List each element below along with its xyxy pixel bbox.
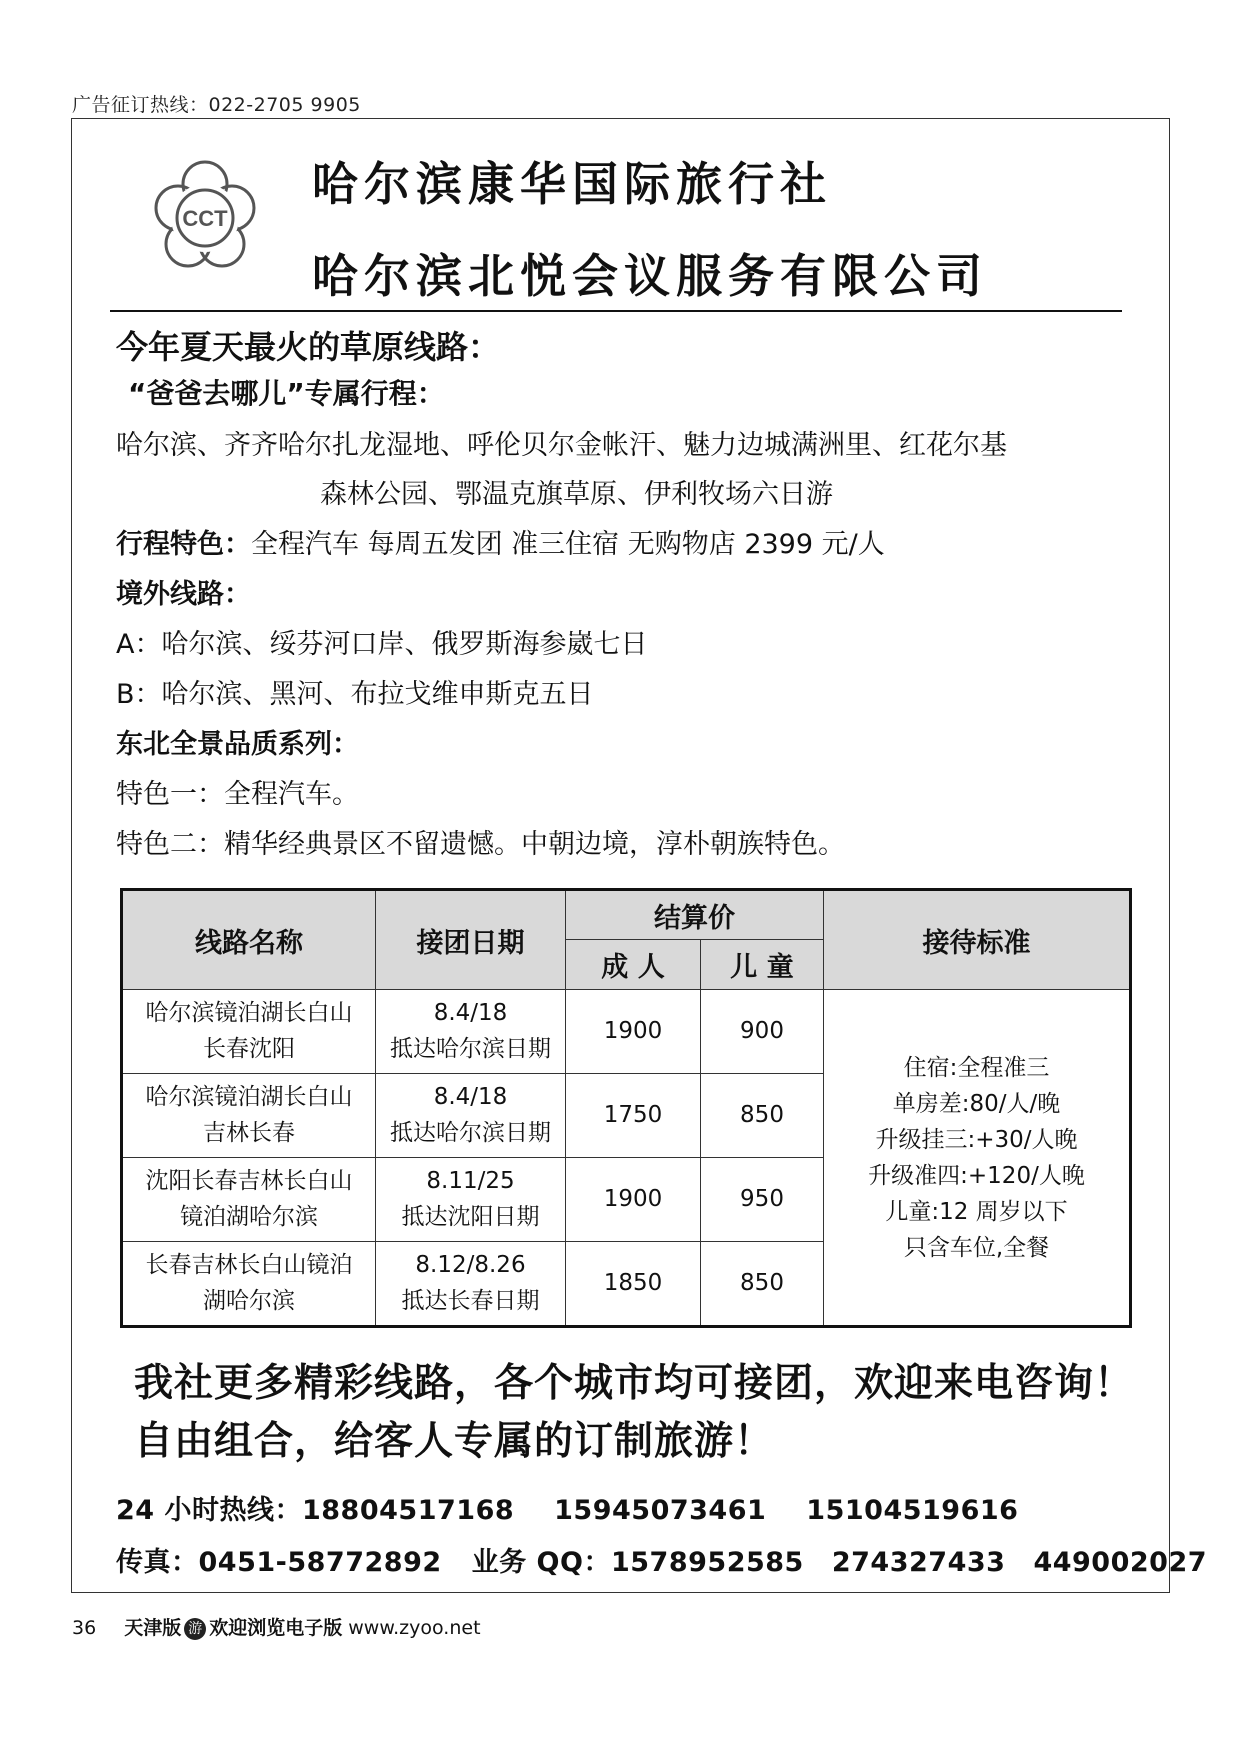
child-price-cell: 850: [701, 1241, 824, 1326]
hotline-row: [116, 1488, 1018, 1527]
adult-price-cell: 1900: [566, 990, 701, 1074]
qq-number: 274327433: [831, 1547, 1006, 1578]
date-cell: 8.11/25 抵达沈阳日期: [376, 1157, 566, 1241]
hotline-label: 24 小时热线：: [116, 1495, 302, 1526]
northeast-feature-1: 特色一：全程汽车。: [116, 779, 359, 810]
reception-standard-cell: 住宿:全程准三 单房差:80/人/晚 升级挂三:+30/人晚 升级准四:+120/人晚 儿童:12 周岁以下 只含车位,全餐: [824, 990, 1131, 1327]
company-name-2: 哈尔滨北悦会议服务有限公司: [312, 249, 988, 303]
date-cell: 8.4/18 抵达哈尔滨日期: [376, 1073, 566, 1157]
grassland-heading: 今年夏天最火的草原线路：: [116, 328, 501, 366]
abroad-route-a: A：哈尔滨、绥芬河口岸、俄罗斯海参崴七日: [116, 629, 648, 660]
header-route: 线路名称: [122, 890, 376, 990]
header-price: 结算价: [566, 890, 824, 940]
child-price-cell: 950: [701, 1157, 824, 1241]
page-number: 36: [72, 1617, 97, 1639]
website-link[interactable]: www.zyoo.net: [348, 1617, 481, 1639]
adult-price-cell: 1850: [566, 1241, 701, 1326]
child-price-cell: 900: [701, 990, 824, 1074]
header-date: 接团日期: [376, 890, 566, 990]
child-price-cell: 850: [701, 1073, 824, 1157]
abroad-heading: 境外线路：: [116, 579, 251, 610]
grassland-route-line-2: 森林公园、鄂温克旗草原、伊利牧场六日游: [320, 479, 833, 510]
cct-flower-logo: [150, 158, 260, 278]
header-standard: 接待标准: [824, 890, 1131, 990]
grassland-features: [116, 522, 885, 561]
header-child: 儿 童: [701, 940, 824, 990]
route-cell: 沈阳长春吉林长白山 镜泊湖哈尔滨: [122, 1157, 376, 1241]
qq-label: 业务 QQ：: [471, 1547, 611, 1578]
route-cell: 哈尔滨镜泊湖长白山 长春沈阳: [122, 990, 376, 1074]
travel-badge-icon: 游: [184, 1618, 206, 1640]
price-table: [120, 888, 1132, 1328]
page-footer: [72, 1613, 481, 1640]
date-cell: 8.12/8.26 抵达长春日期: [376, 1241, 566, 1326]
fax-qq-row: [116, 1540, 1207, 1579]
route-cell: 长春吉林长白山镜泊 湖哈尔滨: [122, 1241, 376, 1326]
northeast-feature-2: 特色二：精华经典景区不留遗憾。中朝边境，淳朴朝族特色。: [116, 829, 845, 860]
header-adult: 成 人: [566, 940, 701, 990]
fax-label: 传真：: [116, 1547, 199, 1578]
abroad-route-b: B：哈尔滨、黑河、布拉戈维申斯克五日: [116, 679, 594, 710]
slogan-line-1: 我社更多精彩线路，各个城市均可接团，欢迎来电咨询！: [134, 1360, 1135, 1406]
welcome-text: 欢迎浏览电子版: [209, 1617, 343, 1639]
northeast-heading: 东北全景品质系列：: [116, 729, 359, 760]
qq-number: 1578952585: [610, 1547, 804, 1578]
logo-text: CCT: [182, 206, 228, 231]
table-row: [122, 990, 1131, 1074]
adult-price-cell: 1750: [566, 1073, 701, 1157]
qq-number: 449002027: [1033, 1547, 1208, 1578]
route-cell: 哈尔滨镜泊湖长白山 吉林长春: [122, 1073, 376, 1157]
phone-number: 18804517168: [301, 1495, 515, 1526]
company-name-1: 哈尔滨康华国际旅行社: [312, 157, 832, 211]
phone-number: 15945073461: [554, 1495, 767, 1526]
edition-label: 天津版: [124, 1617, 182, 1639]
grassland-route-line-1: 哈尔滨、齐齐哈尔扎龙湿地、呼伦贝尔金帐汗、魅力边城满洲里、红花尔基: [116, 430, 1007, 461]
grassland-subheading: “爸爸去哪儿”专属行程：: [128, 377, 445, 410]
slogan-line-2: 自由组合，给客人专属的订制旅游！: [134, 1418, 775, 1464]
adult-price-cell: 1900: [566, 1157, 701, 1241]
ad-hotline: 广告征订热线：022-2705 9905: [72, 94, 361, 116]
phone-number: 15104519616: [806, 1495, 1019, 1526]
feature-text: 全程汽车 每周五发团 准三住宿 无购物店 2399 元/人: [251, 529, 885, 560]
fax-number: 0451-58772892: [198, 1547, 442, 1578]
date-cell: 8.4/18 抵达哈尔滨日期: [376, 990, 566, 1074]
header-divider: [110, 310, 1122, 312]
feature-label: 行程特色：: [116, 529, 251, 560]
